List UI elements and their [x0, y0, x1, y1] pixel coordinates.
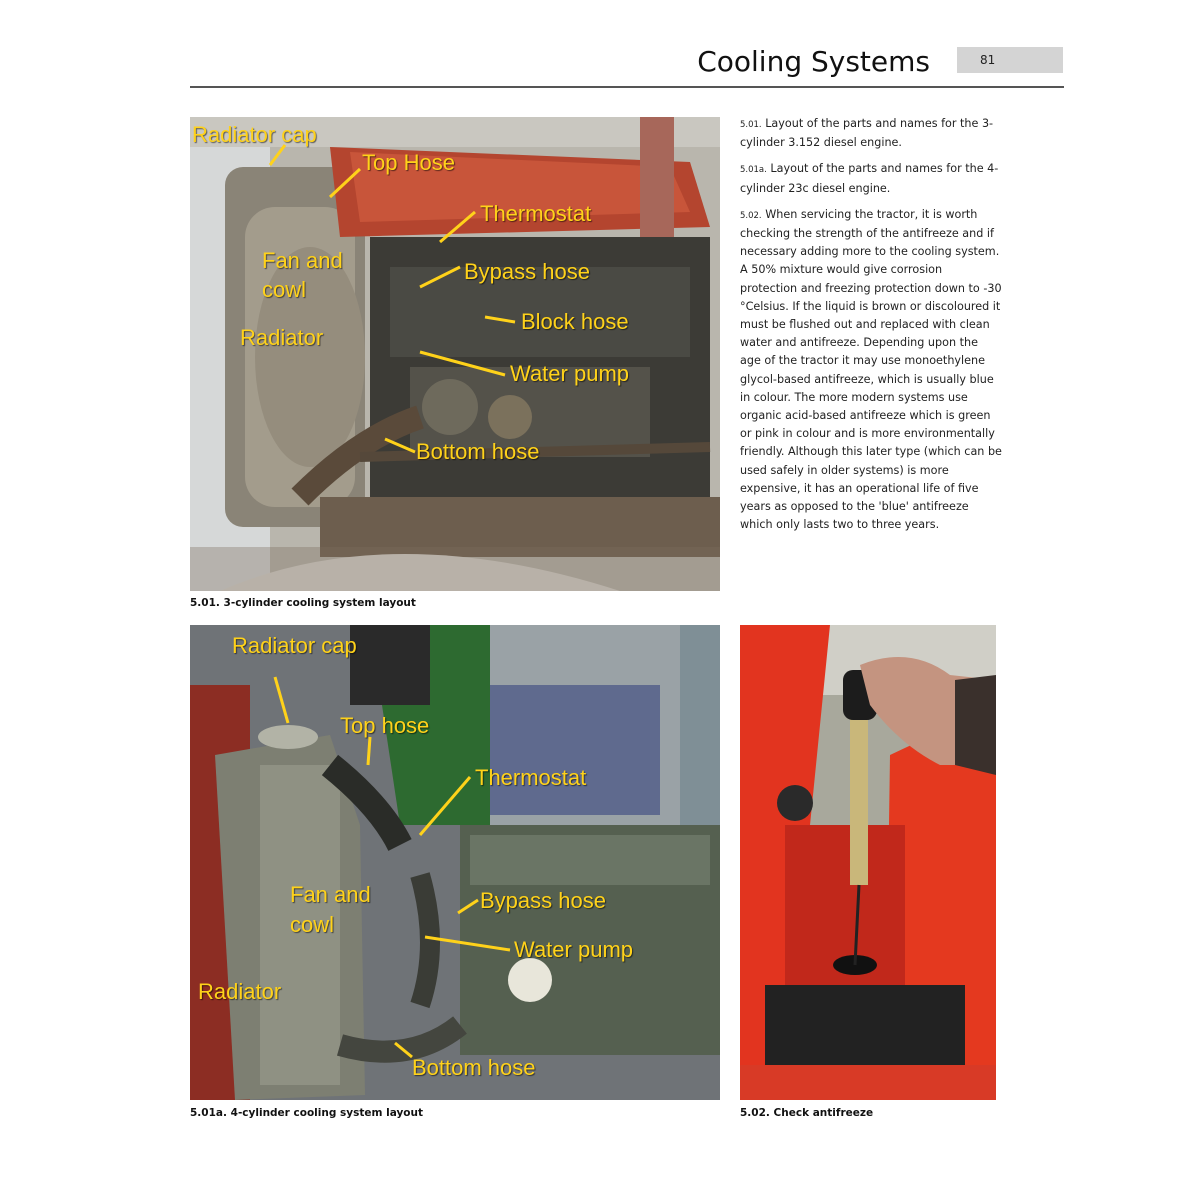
label-radiator: Radiator [240, 325, 324, 350]
photo-4-cylinder-engine [190, 625, 720, 1100]
label-radiator: Radiator [198, 979, 282, 1004]
label-thermostat: Thermostat [480, 201, 592, 226]
label-top-hose: Top Hose [362, 150, 455, 175]
label-radiator-cap: Radiator cap [232, 633, 357, 658]
paragraph-number: 5.01. [740, 120, 762, 130]
page-number-box [957, 47, 1063, 73]
paragraph-number: 5.01a. [740, 165, 767, 176]
label-cowl: cowl [262, 277, 307, 302]
engine-photo-drawing [190, 117, 720, 591]
label-bottom-hose: Bottom hose [412, 1055, 536, 1080]
paragraph-5-01a [740, 160, 1002, 197]
engine-photo-drawing [190, 625, 720, 1100]
label-bypass-hose: Bypass hose [480, 888, 606, 913]
label-fan-and: Fan and [290, 882, 371, 907]
label-thermostat: Thermostat [475, 765, 587, 790]
paragraph-5-02 [740, 206, 1002, 535]
label-block-hose: Block hose [521, 309, 629, 334]
label-bypass-hose: Bypass hose [464, 259, 590, 284]
label-top-hose: Top hose [340, 713, 430, 738]
label-radiator-cap: Radiator cap [192, 122, 317, 147]
label-water-pump: Water pump [514, 937, 634, 962]
caption-photo-3: 5.02. Check antifreeze [740, 1107, 874, 1119]
body-text-column [740, 115, 1002, 534]
page-number: 81 [980, 53, 996, 67]
header-rule [190, 86, 1064, 88]
label-cowl: cowl [290, 912, 335, 937]
caption-photo-2: 5.01a. 4-cylinder cooling system layout [190, 1107, 424, 1119]
caption-photo-1: 5.01. 3-cylinder cooling system layout [190, 597, 416, 609]
paragraph-text: Layout of the parts and names for the 3-cylinder 3.152 diesel engine. [740, 117, 994, 150]
paragraph-number: 5.02. [740, 210, 762, 221]
antifreeze-photo-drawing [740, 625, 996, 1100]
chapter-title: Cooling Systems [697, 45, 930, 78]
paragraph-5-01 [740, 115, 1002, 152]
label-bottom-hose: Bottom hose [416, 439, 540, 464]
paragraph-text: Layout of the parts and names for the 4-cylinder 23c diesel engine. [740, 162, 999, 195]
label-water-pump: Water pump [510, 361, 630, 386]
paragraph-text: When servicing the tractor, it is worth checking the strength of the antifreeze and if necessary adding more to the cooling system. A 50% mixture would give corrosion protection and freezing protection down to -30 °Celsius. If the liquid is brown or discoloured it must be flushed out and replaced with clean water and antifreeze. Depending upon the age of the tractor it may use monoethylene glycol-based antifreeze, which is usually blue in colour. The more modern systems use organic acid-based antifreeze which is green or pink in colour and is more environmentally friendly. Although this later type (which can be used safely in older systems) is more expensive, it has an operational life of five years as opposed to the 'blue' antifreeze which only lasts two to three years. [740, 207, 1002, 532]
photo-check-antifreeze [740, 625, 996, 1100]
label-fan-and: Fan and [262, 248, 343, 273]
photo-3-cylinder-engine [190, 117, 720, 591]
